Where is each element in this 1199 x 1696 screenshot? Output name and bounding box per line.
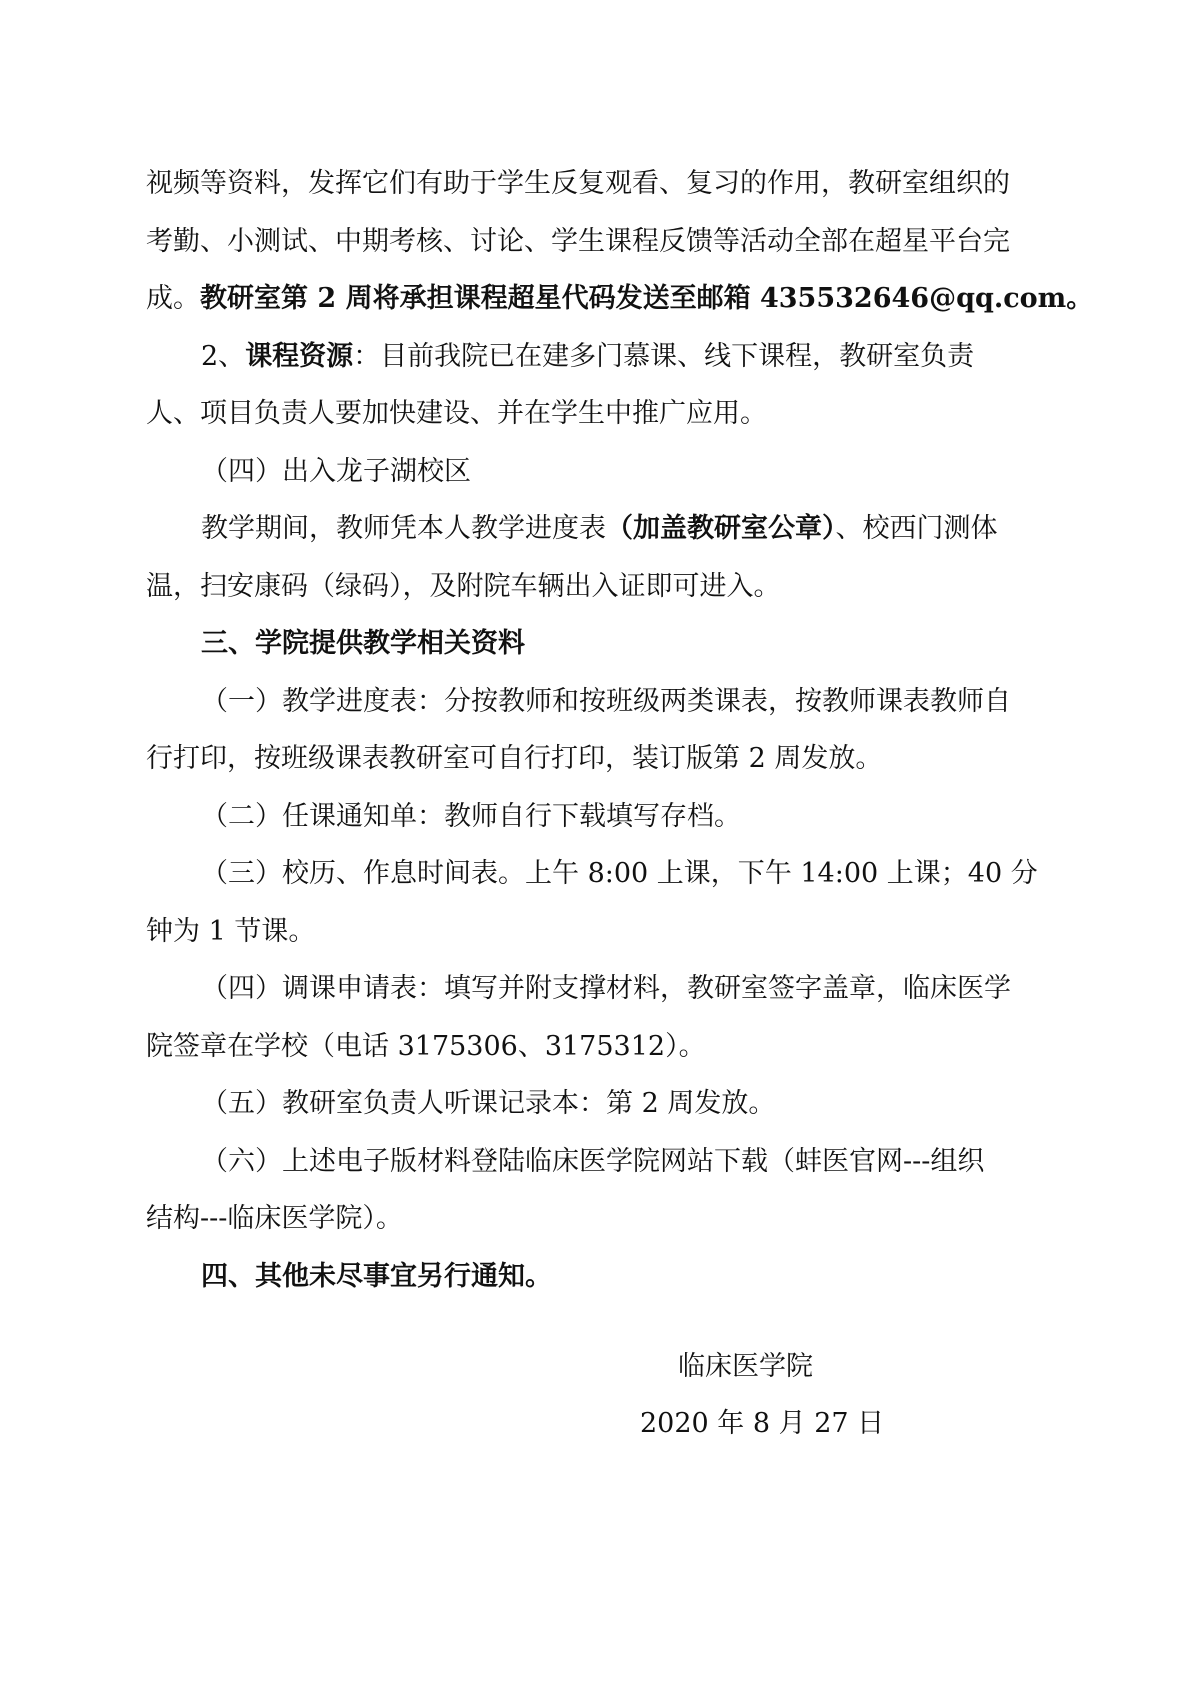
text-line: 人、项目负责人要加快建设、并在学生中推广应用。	[146, 398, 767, 429]
paragraph-line	[146, 270, 1094, 328]
paragraph-line	[146, 960, 1061, 1018]
paragraph-line	[146, 1075, 1061, 1133]
paragraph-line	[146, 328, 1061, 386]
text-line: （一）教学进度表：分按教师和按班级两类课表，按教师课表教师自	[201, 685, 1011, 717]
bold-text: 课程资源	[245, 340, 354, 372]
paragraph-line	[146, 500, 1061, 558]
text-line: （三）校历、作息时间表。上午 8:00 上课，下午 14:00 上课；40 分	[201, 858, 1038, 889]
paragraph-line	[146, 213, 1061, 271]
paragraph-line	[146, 1018, 1061, 1076]
paragraph-line	[146, 558, 1061, 616]
document-date: 2020 年 8 月 27 日	[640, 1408, 885, 1439]
text-line: 考勤、小测试、中期考核、讨论、学生课程反馈等活动全部在超星平台完	[146, 225, 1010, 257]
text-line: 钟为 1 节课。	[146, 915, 316, 947]
text-line: （二）任课通知单：教师自行下载填写存档。	[201, 800, 741, 832]
text-line: （四）调课申请表：填写并附支撑材料，教研室签字盖章，临床医学	[201, 973, 1011, 1004]
paragraph-line	[146, 673, 1061, 731]
text-line: 教学期间，教师凭本人教学进度表	[201, 513, 606, 544]
paragraph-line	[146, 385, 1061, 443]
text-line: 温，扫安康码（绿码），及附院车辆出入证即可进入。	[146, 570, 781, 602]
text-line: 行打印，按班级课表教研室可自行打印，装订版第 2 周发放。	[146, 743, 883, 774]
bold-text: 教研室第 2 周将承担课程超星代码发送至邮箱 435532646@qq.com。	[200, 283, 1094, 314]
paragraph-line	[146, 903, 1061, 961]
text-line: （六）上述电子版材料登陆临床医学院网站下载（蚌医官网---组织	[201, 1145, 985, 1177]
document-body	[146, 155, 1094, 1305]
text-line: （五）教研室负责人听课记录本：第 2 周发放。	[201, 1088, 776, 1119]
section-heading	[146, 615, 1061, 673]
paragraph-line	[146, 155, 1061, 213]
section-heading	[146, 1248, 1061, 1306]
text-line: （四）出入龙子湖校区	[201, 455, 471, 487]
text-line: 视频等资料，发挥它们有助于学生反复观看、复习的作用，教研室组织的	[146, 168, 1010, 199]
text-line: 、校西门测体	[835, 513, 998, 544]
text-line: 成。	[146, 283, 200, 314]
paragraph-line	[146, 1190, 1061, 1248]
paragraph-line	[146, 1133, 1061, 1191]
text-line: 结构---临床医学院）。	[146, 1203, 403, 1234]
text-line: 2、	[201, 340, 246, 372]
text-line: 四、其他未尽事宜另行通知。	[201, 1260, 552, 1292]
subheading	[146, 443, 1061, 501]
text-line: ：目前我院已在建多门慕课、线下课程，教研室负责	[353, 340, 975, 372]
paragraph-line	[146, 845, 1061, 903]
text-line: 院签章在学校（电话 3175306、3175312）。	[146, 1030, 706, 1062]
paragraph-line	[146, 788, 1061, 846]
bold-text: （加盖教研室公章）	[606, 513, 836, 544]
organization-name: 临床医学院	[678, 1351, 813, 1382]
text-line: 三、学院提供教学相关资料	[201, 628, 525, 659]
paragraph-line	[146, 730, 1061, 788]
